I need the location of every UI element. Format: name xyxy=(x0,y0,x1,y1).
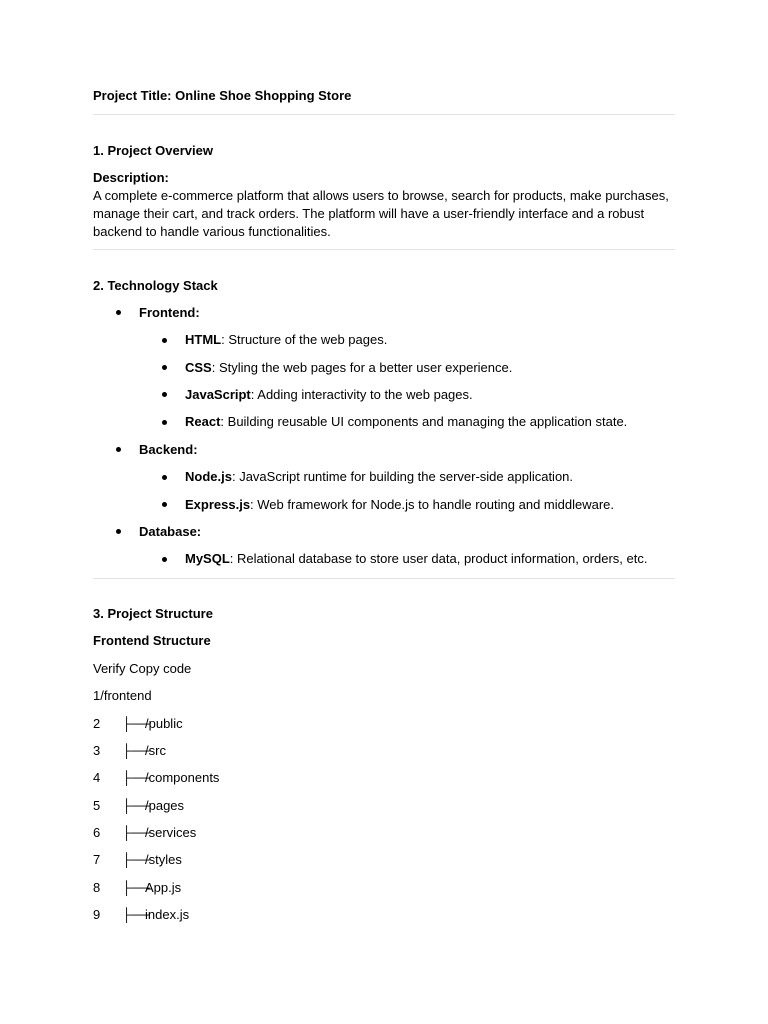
bullet-icon xyxy=(162,365,167,370)
bullet-icon xyxy=(116,447,121,452)
divider xyxy=(93,114,675,115)
tree-branch-glyph: ├── xyxy=(122,880,150,895)
line-number: 6 xyxy=(93,825,101,840)
line-number: 2 xyxy=(93,716,101,731)
bullet-icon xyxy=(162,502,167,507)
line-number: 7 xyxy=(93,852,101,867)
stack-item-name: JavaScript xyxy=(185,387,251,402)
tree-entry-name: /src xyxy=(145,743,166,758)
stack-item xyxy=(185,331,387,349)
project-title-label: Project Title: xyxy=(93,88,172,103)
tree-entry-name: /styles xyxy=(145,852,182,867)
tree-branch-glyph: ├── xyxy=(122,770,150,785)
tree-entry-name: /pages xyxy=(145,798,185,813)
bullet-icon xyxy=(162,338,167,343)
stack-item-name: React xyxy=(185,414,221,429)
stack-item xyxy=(185,496,614,514)
tree-entry-name: /services xyxy=(145,825,197,840)
stack-item-desc: : Relational database to store user data, product information, orders, etc. xyxy=(229,551,648,566)
stack-item-desc: : Styling the web pages for a better user experience. xyxy=(211,360,513,375)
tree-entry-name: App.js xyxy=(145,880,182,895)
stack-category-backend: Backend: xyxy=(139,442,198,457)
section-heading-overview: 1. Project Overview xyxy=(93,143,213,158)
tree-entry-name: /public xyxy=(145,716,183,731)
line-number: 5 xyxy=(93,798,101,813)
stack-item-name: Express.js xyxy=(185,497,251,512)
tree-root-line: 1/frontend xyxy=(93,688,152,703)
section-heading-tech-stack: 2. Technology Stack xyxy=(93,278,218,293)
line-number: 3 xyxy=(93,743,101,758)
tree-branch-glyph: ├── xyxy=(122,743,150,758)
tree-branch-glyph: ├── xyxy=(122,825,150,840)
stack-item xyxy=(185,359,512,377)
tree-branch-glyph: ├── xyxy=(122,852,150,867)
bullet-icon xyxy=(116,310,121,315)
stack-item-name: CSS xyxy=(185,360,212,375)
line-number: 9 xyxy=(93,907,101,922)
stack-item-desc: : Structure of the web pages. xyxy=(221,332,388,347)
tree-entry-name: index.js xyxy=(145,907,190,922)
frontend-structure-heading: Frontend Structure xyxy=(93,633,211,648)
bullet-icon xyxy=(116,529,121,534)
verify-copy-code-text: Verify Copy code xyxy=(93,661,192,676)
stack-item xyxy=(185,386,473,404)
stack-item-desc: : Building reusable UI components and managing the application state. xyxy=(220,414,628,429)
divider xyxy=(93,249,675,250)
description-label: Description: xyxy=(93,170,169,185)
bullet-icon xyxy=(162,392,167,397)
section-heading-structure: 3. Project Structure xyxy=(93,606,213,621)
stack-item xyxy=(185,468,573,486)
stack-item-name: MySQL xyxy=(185,551,230,566)
stack-item-name: HTML xyxy=(185,332,222,347)
tree-branch-glyph: ├── xyxy=(122,907,150,922)
stack-item-desc: : JavaScript runtime for building the server-side application. xyxy=(231,469,574,484)
bullet-icon xyxy=(162,557,167,562)
stack-item-desc: : Web framework for Node.js to handle routing and middleware. xyxy=(250,497,614,512)
line-number: 4 xyxy=(93,770,101,785)
description-text: A complete e-commerce platform that allows users to browse, search for products, make purchases, manage their cart, and track orders. The platform will have a user-friendly interface and a robust backend to handle various functionalities. xyxy=(93,188,669,239)
tree-branch-glyph: ├── xyxy=(122,716,150,731)
stack-category-frontend: Frontend: xyxy=(139,305,200,320)
divider xyxy=(93,578,675,579)
bullet-icon xyxy=(162,475,167,480)
stack-item xyxy=(185,413,627,431)
stack-item-desc: : Adding interactivity to the web pages. xyxy=(250,387,473,402)
tree-entry-name: /components xyxy=(145,770,220,785)
tree-branch-glyph: ├── xyxy=(122,798,150,813)
line-number: 8 xyxy=(93,880,101,895)
project-title-value: Online Shoe Shopping Store xyxy=(175,88,352,103)
bullet-icon xyxy=(162,420,167,425)
project-title xyxy=(93,87,351,105)
stack-item-name: Node.js xyxy=(185,469,232,484)
stack-item xyxy=(185,550,647,568)
stack-category-database: Database: xyxy=(139,524,202,539)
